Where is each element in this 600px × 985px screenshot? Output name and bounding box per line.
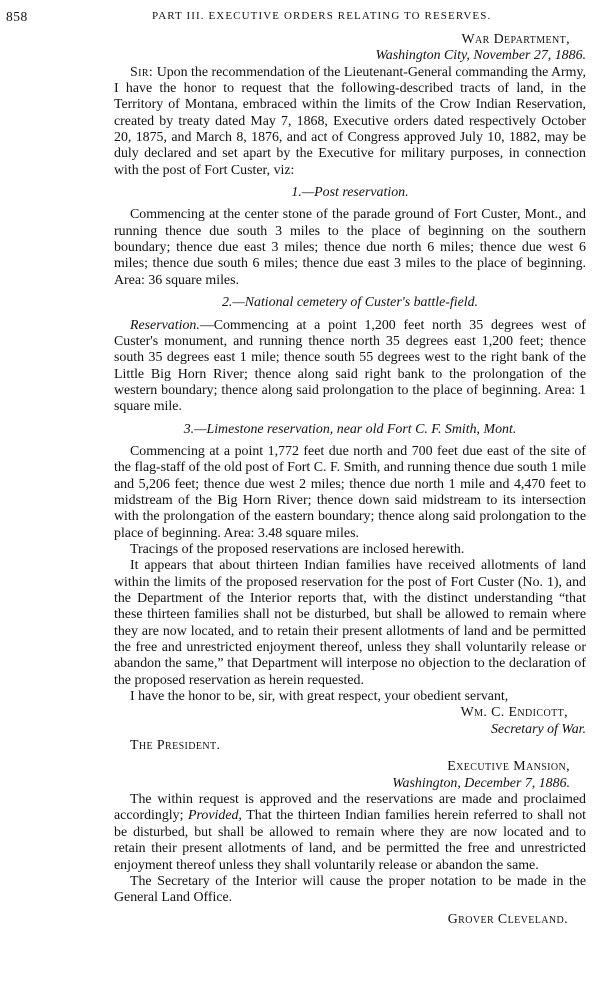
- closing-paragraph: I have the honor to be, sir, with great respect, your obedient servant,: [130, 689, 509, 705]
- order-text-after: That the thirteen Indian families herein referred to shall not be disturbed, but shall be allowed to remain where they are now located and to retain their present allotments of land, and be permitted the free and unrestricted enjoyment thereof unless they shall voluntarily release or abandon the same.: [114, 808, 586, 873]
- letter-body-text: Upon the recommendation of the Lieutenant-General commanding the Army, I have the honor to request that the following-described tracts of land, in the Territory of Montana, embraced within the limits of the Crow Indian Reservation, created by treaty dated May 7, 1868, Executive orders dated respectively October 20, 1875, and March 8, 1876, and act of Congress approved July 10, 1882, may be duly declared and set apart by the Executive for military purposes, in connection with the post of Fort Custer, viz:: [114, 64, 586, 178]
- addressee: The President.: [130, 738, 221, 754]
- document-body: [114, 32, 586, 928]
- order-place-date: Washington, December 7, 1886.: [392, 775, 570, 791]
- president-signature: Grover Cleveland.: [447, 911, 568, 927]
- section-paragraph: [114, 318, 586, 416]
- signature-title: Secretary of War.: [490, 721, 586, 737]
- running-head: PART III. EXECUTIVE ORDERS RELATING TO RESERVES.: [152, 10, 492, 22]
- section-heading: 1.—Post reservation.: [291, 185, 409, 201]
- section-lead: Reservation.: [130, 317, 200, 333]
- closing-paragraph: It appears that about thirteen Indian families have received allotments of land within the limits of the proposed reservation for the post of Fort Custer (No. 1), and the Department of the Interior reports that, with the distinct understanding “that these thirteen families shall not be disturbed, but shall be allowed to remain where they are now located, and to retain their present allotments of land and be permitted the free and unrestricted enjoyment thereof, unless they shall voluntarily release or abandon the same,” that Department will interpose no objection to the declaration of the proposed reservation as herein requested.: [114, 558, 586, 688]
- page-header: [6, 9, 592, 27]
- letter-body: [114, 65, 586, 179]
- letter-department: War Department,: [461, 32, 570, 47]
- section-text: Commencing at the center stone of the parade ground of Fort Custer, Mont., and running thence due south 3 miles to the place of beginning on the southern boundary; thence due east 3 miles; thence due north 6 miles; thence due west 6 miles; thence due south 6 miles; thence due east 3 miles to the place of beginning. Area: 36 square miles.: [114, 207, 586, 288]
- order-text-before: The within request is approved and the reservations are made and proclaimed accordingly;: [114, 792, 586, 824]
- order-place: Executive Mansion,: [447, 759, 570, 775]
- section-heading: 2.—National cemetery of Custer's battle-field.: [221, 295, 479, 311]
- section-heading: 3.—Limestone reservation, near old Fort C. F. Smith, Mont.: [183, 421, 517, 437]
- order-provided: Provided,: [188, 808, 242, 824]
- closing-paragraph: Tracings of the proposed reservations are inclosed herewith.: [130, 541, 465, 557]
- page-number: 858: [6, 9, 28, 24]
- section-text: —Commencing at a point 1,200 feet north 35 degrees west of Custer's monument, and running thence north 35 degrees east 1,200 feet; thence south 35 degrees east 1 mile; thence south 55 degrees west to the right bank of the Little Big Horn River; thence along said right bank to the prolongation of the western boundary; thence along said prolongation to the place of beginning. Area: 1 square mile.: [114, 317, 586, 415]
- order-notation: The Secretary of the Interior will cause the proper notation to be made in the General Land Office.: [114, 873, 586, 906]
- order-text: [114, 792, 586, 874]
- signature-name: Wm. C. Endicott,: [460, 705, 568, 721]
- section-text: Commencing at a point 1,772 feet due north and 700 feet due east of the site of the flag-staff of the old post of Fort C. F. Smith, and running thence due south 1 mile and 5,206 feet; thence due west 2 miles; thence due north 1 mile and 4,470 feet to midstream of the Big Horn River; thence down said midstream to its intersection with the prolongation of the eastern boundary; thence along said prolongation to the place of beginning. Area: 3.48 square miles.: [114, 443, 586, 541]
- letter-place-date: Washington City, November 27, 1886.: [375, 48, 586, 64]
- letter-salutation: Sir:: [130, 64, 154, 80]
